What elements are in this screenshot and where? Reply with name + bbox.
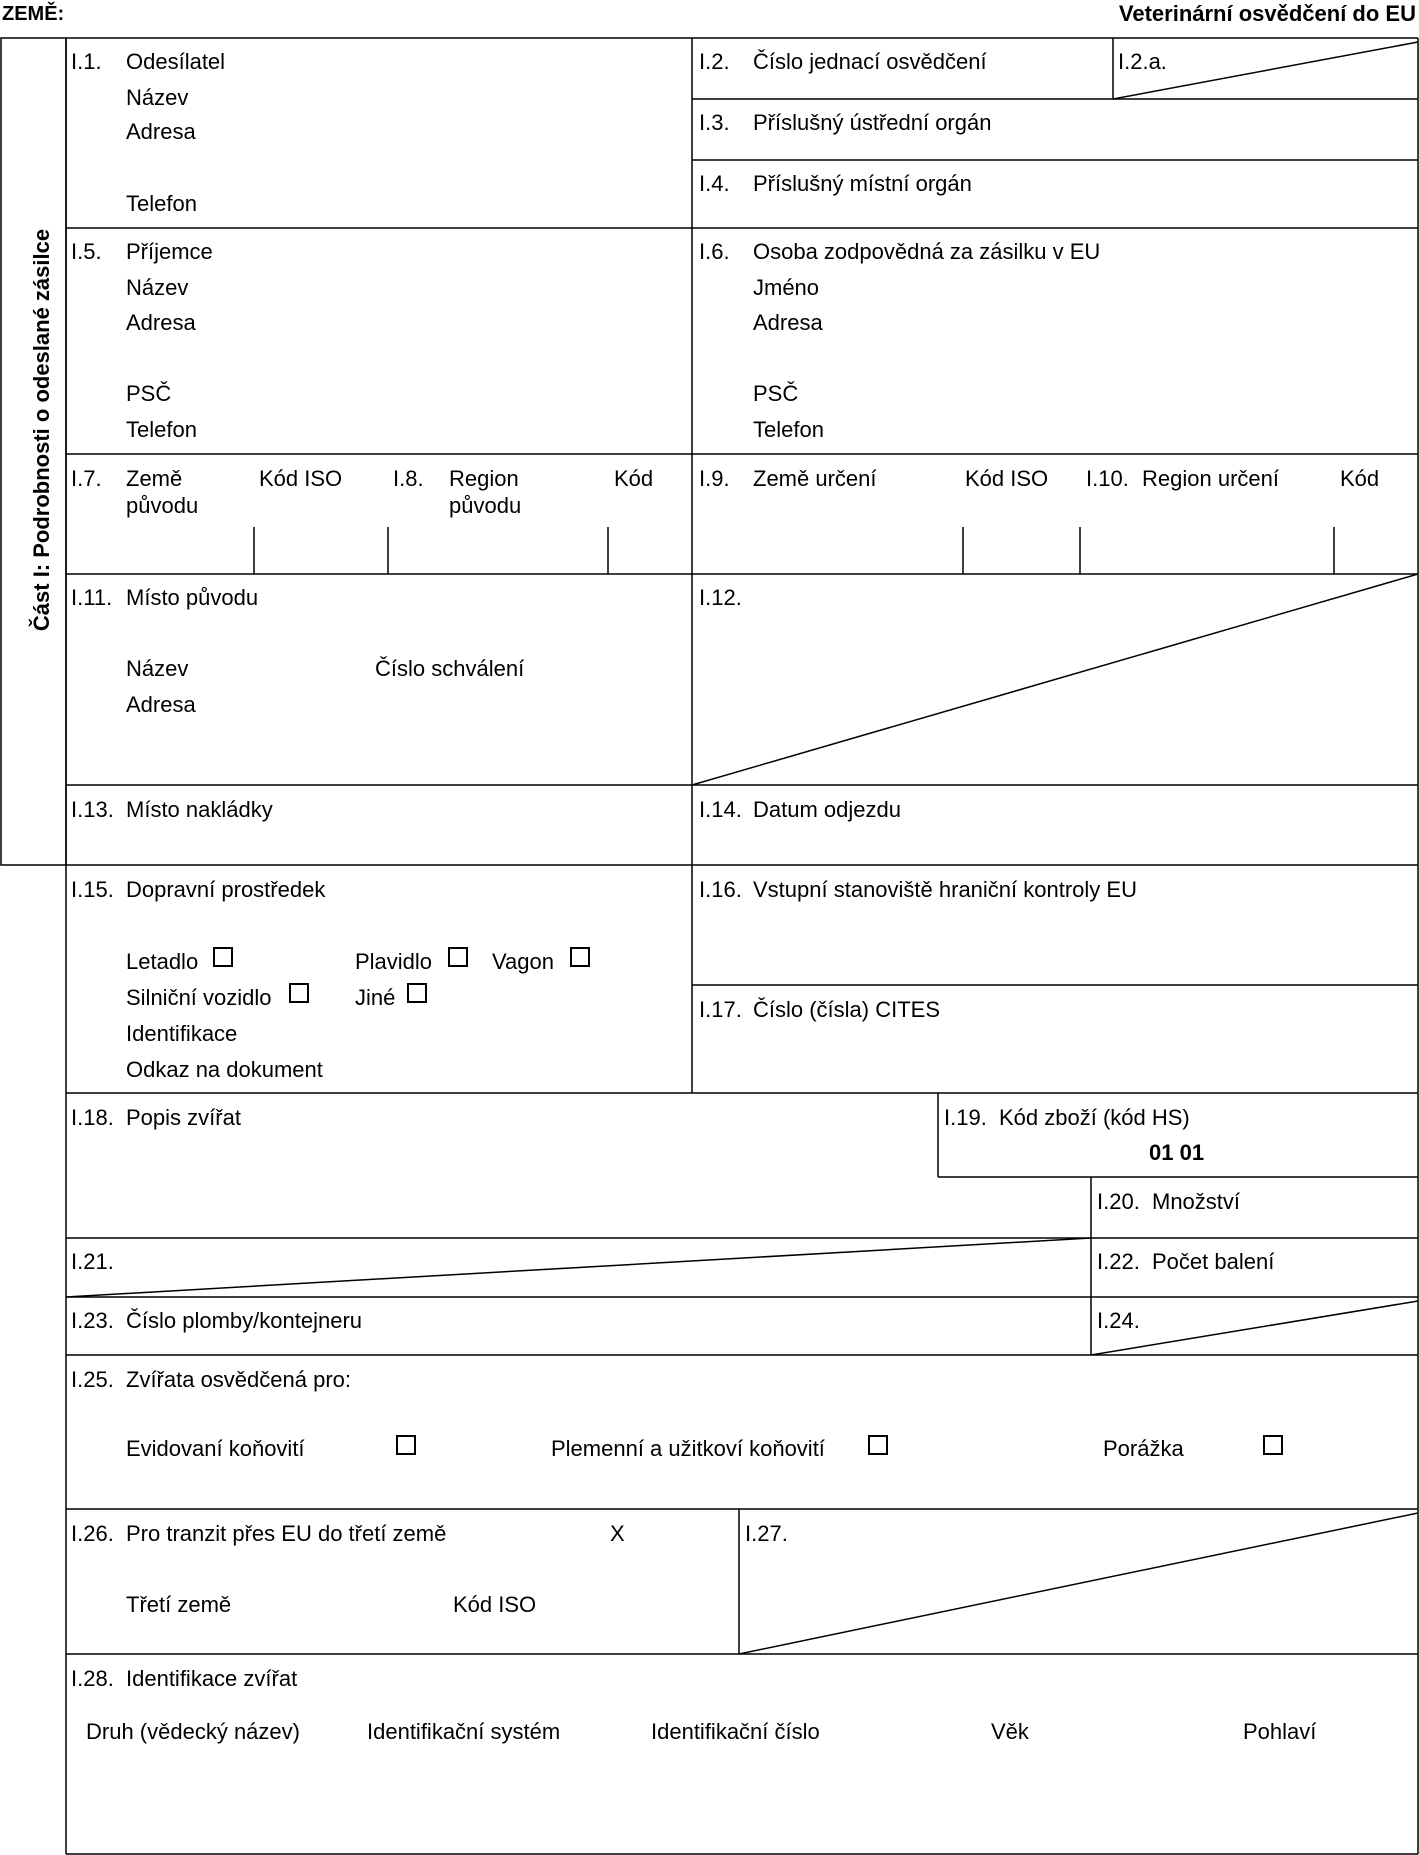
border-post-title: Vstupní stanoviště hraniční kontroly EU [753, 877, 1137, 902]
column-age: Věk [991, 1719, 1029, 1744]
field-number: I.13. [71, 797, 114, 822]
document-reference-label: Odkaz na dokument [126, 1057, 323, 1082]
breeding-equidae-label: Plemenní a užitkoví koňovití [551, 1436, 825, 1461]
breeding-equidae-checkbox[interactable] [868, 1435, 888, 1455]
destination-iso-label: Kód ISO [965, 466, 1049, 491]
origin-name-label: Název [126, 656, 189, 681]
field-number: I.7. [71, 466, 102, 491]
field-number: I.17. [699, 997, 742, 1022]
certified-for-title: Zvířata osvědčená pro: [126, 1367, 352, 1392]
approval-number-label: Číslo schválení [375, 656, 525, 681]
transport-title: Dopravní prostředek [126, 877, 326, 902]
local-authority-title: Příslušný místní orgán [753, 171, 972, 196]
departure-date-title: Datum odjezdu [753, 797, 901, 822]
transit-title: Pro tranzit přes EU do třetí země [126, 1521, 447, 1546]
field-number: I.21. [71, 1249, 114, 1274]
slaughter-checkbox[interactable] [1263, 1435, 1283, 1455]
column-id-number: Identifikační číslo [651, 1719, 820, 1744]
ship-label: Plavidlo [355, 949, 433, 974]
third-country-label: Třetí země [126, 1592, 232, 1617]
origin-region-title-2: původu [449, 493, 522, 518]
road-vehicle-checkbox[interactable] [289, 983, 309, 1003]
cites-number-title: Číslo (čísla) CITES [753, 997, 941, 1022]
identification-label: Identifikace [126, 1021, 238, 1046]
field-number: I.11. [71, 585, 113, 610]
field-number: I.3. [699, 110, 730, 135]
wagon-checkbox[interactable] [570, 947, 590, 967]
package-count-title: Počet balení [1152, 1249, 1275, 1274]
consignee-title: Příjemce [126, 239, 213, 264]
field-number: I.18. [71, 1105, 114, 1130]
transit-mark: X [610, 1521, 625, 1546]
responsible-zip-label: PSČ [753, 381, 799, 406]
field-number: I.14. [699, 797, 742, 822]
commodity-code-value: 01 01 [1149, 1140, 1205, 1165]
field-number: I.26. [71, 1521, 114, 1546]
field-number: I.22. [1097, 1249, 1140, 1274]
field-number: I.1. [71, 49, 102, 74]
registered-equidae-label: Evidovaní koňovití [126, 1436, 305, 1461]
field-number: I.12. [699, 585, 742, 610]
part-one-label: Část I: Podrobnosti o odeslané zásilce [29, 228, 54, 632]
plane-checkbox[interactable] [213, 947, 233, 967]
column-sex: Pohlaví [1243, 1719, 1317, 1744]
slaughter-label: Porážka [1103, 1436, 1184, 1461]
field-number: I.2.a. [1118, 49, 1167, 74]
origin-region-title: Region [449, 466, 519, 491]
field-number: I.6. [699, 239, 730, 264]
field-number: I.25. [71, 1367, 114, 1392]
consignee-address-label: Adresa [126, 310, 196, 335]
third-country-iso-label: Kód ISO [453, 1592, 537, 1617]
reference-number-title: Číslo jednací osvědčení [753, 49, 987, 74]
wagon-label: Vagon [492, 949, 554, 974]
diag-27 [739, 1513, 1418, 1654]
field-number: I.15. [71, 877, 114, 902]
consignee-zip-label: PSČ [126, 381, 172, 406]
consignor-phone-label: Telefon [126, 191, 197, 216]
road-vehicle-label: Silniční vozidlo [126, 985, 272, 1010]
seal-number-title: Číslo plomby/kontejneru [126, 1308, 363, 1333]
quantity-title: Množství [1152, 1189, 1241, 1214]
origin-country-title-2: původu [126, 493, 199, 518]
animal-description-title: Popis zvířat [126, 1105, 241, 1130]
field-number: I.2. [699, 49, 730, 74]
central-authority-title: Příslušný ústřední orgán [753, 110, 992, 135]
ship-checkbox[interactable] [448, 947, 468, 967]
other-transport-checkbox[interactable] [407, 983, 427, 1003]
diag-24 [1091, 1301, 1418, 1355]
destination-region-title: Region určení [1142, 466, 1279, 491]
place-of-loading-title: Místo nakládky [126, 797, 273, 822]
diag-12 [692, 574, 1418, 785]
responsible-name-label: Jméno [753, 275, 820, 300]
other-transport-label: Jiné [355, 985, 396, 1010]
consignor-address-label: Adresa [126, 119, 196, 144]
field-number: I.20. [1097, 1189, 1140, 1214]
field-number: I.28. [71, 1666, 114, 1691]
animal-identification-title: Identifikace zvířat [126, 1666, 298, 1691]
field-number: I.10. [1086, 466, 1129, 491]
consignee-name-label: Název [126, 275, 189, 300]
registered-equidae-checkbox[interactable] [396, 1435, 416, 1455]
consignee-phone-label: Telefon [126, 417, 197, 442]
responsible-phone-label: Telefon [753, 417, 824, 442]
field-number: I.16. [699, 877, 742, 902]
responsible-address-label: Adresa [753, 310, 823, 335]
origin-iso-label: Kód ISO [259, 466, 343, 491]
origin-region-code-label: Kód [614, 466, 654, 491]
field-number: I.19. [944, 1105, 987, 1130]
plane-label: Letadlo [126, 949, 199, 974]
field-number: I.9. [699, 466, 730, 491]
destination-region-code-label: Kód [1340, 466, 1380, 491]
commodity-code-title: Kód zboží (kód HS) [999, 1105, 1190, 1130]
place-of-origin-title: Místo původu [126, 585, 259, 610]
field-number: I.23. [71, 1308, 114, 1333]
origin-country-title: Země [126, 466, 183, 491]
destination-country-title: Země určení [753, 466, 877, 491]
diag-21 [66, 1238, 1091, 1297]
field-number: I.5. [71, 239, 102, 264]
consignor-name-label: Název [126, 85, 189, 110]
origin-address-label: Adresa [126, 692, 196, 717]
field-number: I.24. [1097, 1308, 1140, 1333]
responsible-person-title: Osoba zodpovědná za zásilku v EU [753, 239, 1101, 264]
column-id-system: Identifikační systém [367, 1719, 561, 1744]
consignor-title: Odesílatel [126, 49, 226, 74]
certificate-title: Veterinární osvědčení do EU [1118, 1, 1416, 26]
field-number: I.8. [393, 466, 424, 491]
field-number: I.4. [699, 171, 730, 196]
column-species: Druh (vědecký název) [86, 1719, 300, 1744]
field-number: I.27. [745, 1521, 788, 1546]
country-label: ZEMĚ: [2, 3, 65, 25]
